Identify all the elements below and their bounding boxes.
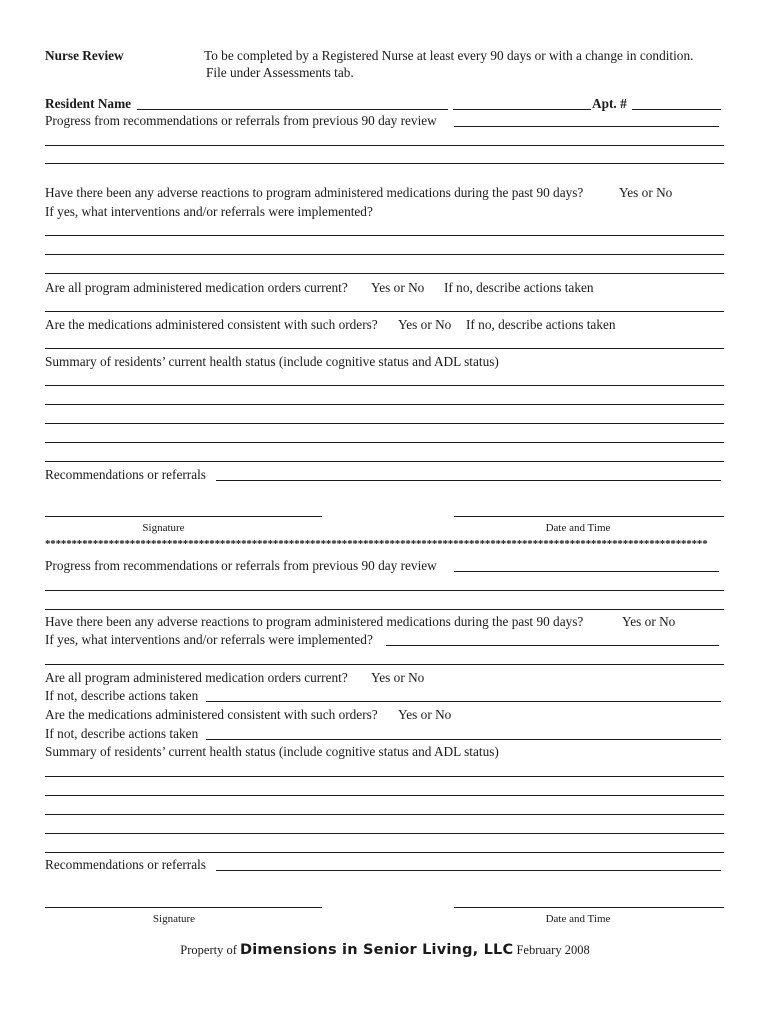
signature-field[interactable] [45,516,322,517]
summary-line[interactable] [45,442,724,443]
adverse-yes-no[interactable]: Yes or No [619,185,673,200]
signature-label-2: Signature [152,913,196,925]
progress-line-2[interactable] [45,609,724,610]
date-time-field-2[interactable] [454,907,724,908]
orders-if-no: If no, describe actions taken [444,280,594,295]
interventions-line[interactable] [45,235,724,236]
recommendations-label: Recommendations or referrals [45,467,206,482]
apt-label: Apt. # [592,96,627,111]
interventions-line[interactable] [45,254,724,255]
recommendations-field[interactable] [216,480,721,481]
footer [0,943,770,958]
signature-label: Signature [142,522,185,534]
adverse-yes-no-2[interactable]: Yes or No [622,614,676,629]
interventions-question: If yes, what interventions and/or referrals were implemented? [45,204,373,219]
consistent-if-not-2: If not, describe actions taken [45,726,199,741]
interventions-question-2: If yes, what interventions and/or referrals were implemented? [45,632,373,647]
instruction-line-1: To be completed by a Registered Nurse at least every 90 days or with a change in condition. [204,48,694,63]
consistent-yes-no-2[interactable]: Yes or No [398,707,452,722]
summary-line-2[interactable] [45,814,724,815]
resident-name-field[interactable] [137,109,448,110]
footer-date: February 2008 [516,943,590,957]
orders-if-not-2: If not, describe actions taken [45,688,199,703]
summary-line-2[interactable] [45,776,724,777]
summary-line[interactable] [45,423,724,424]
summary-line-2[interactable] [45,833,724,834]
recommendations-field-2[interactable] [216,870,721,871]
date-time-label-2: Date and Time [545,913,611,925]
progress-question: Progress from recommendations or referrals from previous 90 day review [45,113,437,128]
progress-field-2[interactable] [454,571,719,572]
summary-question: Summary of residents’ current health status (include cognitive status and ADL status) [45,354,499,369]
signature-field-2[interactable] [45,907,322,908]
section-separator: ***************************************************************************************************************************** [45,539,708,550]
summary-line[interactable] [45,461,724,462]
progress-line[interactable] [45,163,724,164]
orders-yes-no-2[interactable]: Yes or No [371,670,425,685]
interventions-field-2[interactable] [386,645,719,646]
apt-field[interactable] [632,109,721,110]
consistent-line[interactable] [45,348,724,349]
form-title: Nurse Review [45,48,124,63]
consistent-field-2[interactable] [206,739,721,740]
summary-line[interactable] [45,385,724,386]
progress-question-2: Progress from recommendations or referrals from previous 90 day review [45,558,437,573]
orders-question-2: Are all program administered medication orders current? [45,670,348,685]
interventions-line[interactable] [45,273,724,274]
progress-line-2[interactable] [45,590,724,591]
consistent-question: Are the medications administered consistent with such orders? [45,317,378,332]
recommendations-label-2: Recommendations or referrals [45,857,206,872]
orders-yes-no[interactable]: Yes or No [371,280,425,295]
orders-field-2[interactable] [206,701,721,702]
footer-brand: Dimensions in Senior Living, LLC [240,942,514,958]
consistent-question-2: Are the medications administered consistent with such orders? [45,707,378,722]
summary-question-2: Summary of residents’ current health status (include cognitive status and ADL status) [45,744,499,759]
consistent-yes-no[interactable]: Yes or No [398,317,452,332]
progress-line[interactable] [45,145,724,146]
adverse-question-2: Have there been any adverse reactions to program administered medications during the past 90 days? [45,614,584,629]
summary-line-2[interactable] [45,852,724,853]
date-time-field[interactable] [454,516,724,517]
progress-field[interactable] [454,126,719,127]
footer-prefix: Property of [180,943,237,957]
interventions-line-2[interactable] [45,664,724,665]
orders-question: Are all program administered medication orders current? [45,280,348,295]
adverse-question: Have there been any adverse reactions to program administered medications during the past 90 days? [45,185,584,200]
consistent-if-no: If no, describe actions taken [466,317,616,332]
instruction-line-2: File under Assessments tab. [206,65,354,80]
summary-line[interactable] [45,404,724,405]
date-time-label: Date and Time [545,522,611,534]
orders-line[interactable] [45,311,724,312]
resident-name-field-2[interactable] [453,109,591,110]
summary-line-2[interactable] [45,795,724,796]
resident-name-label: Resident Name [45,96,132,111]
